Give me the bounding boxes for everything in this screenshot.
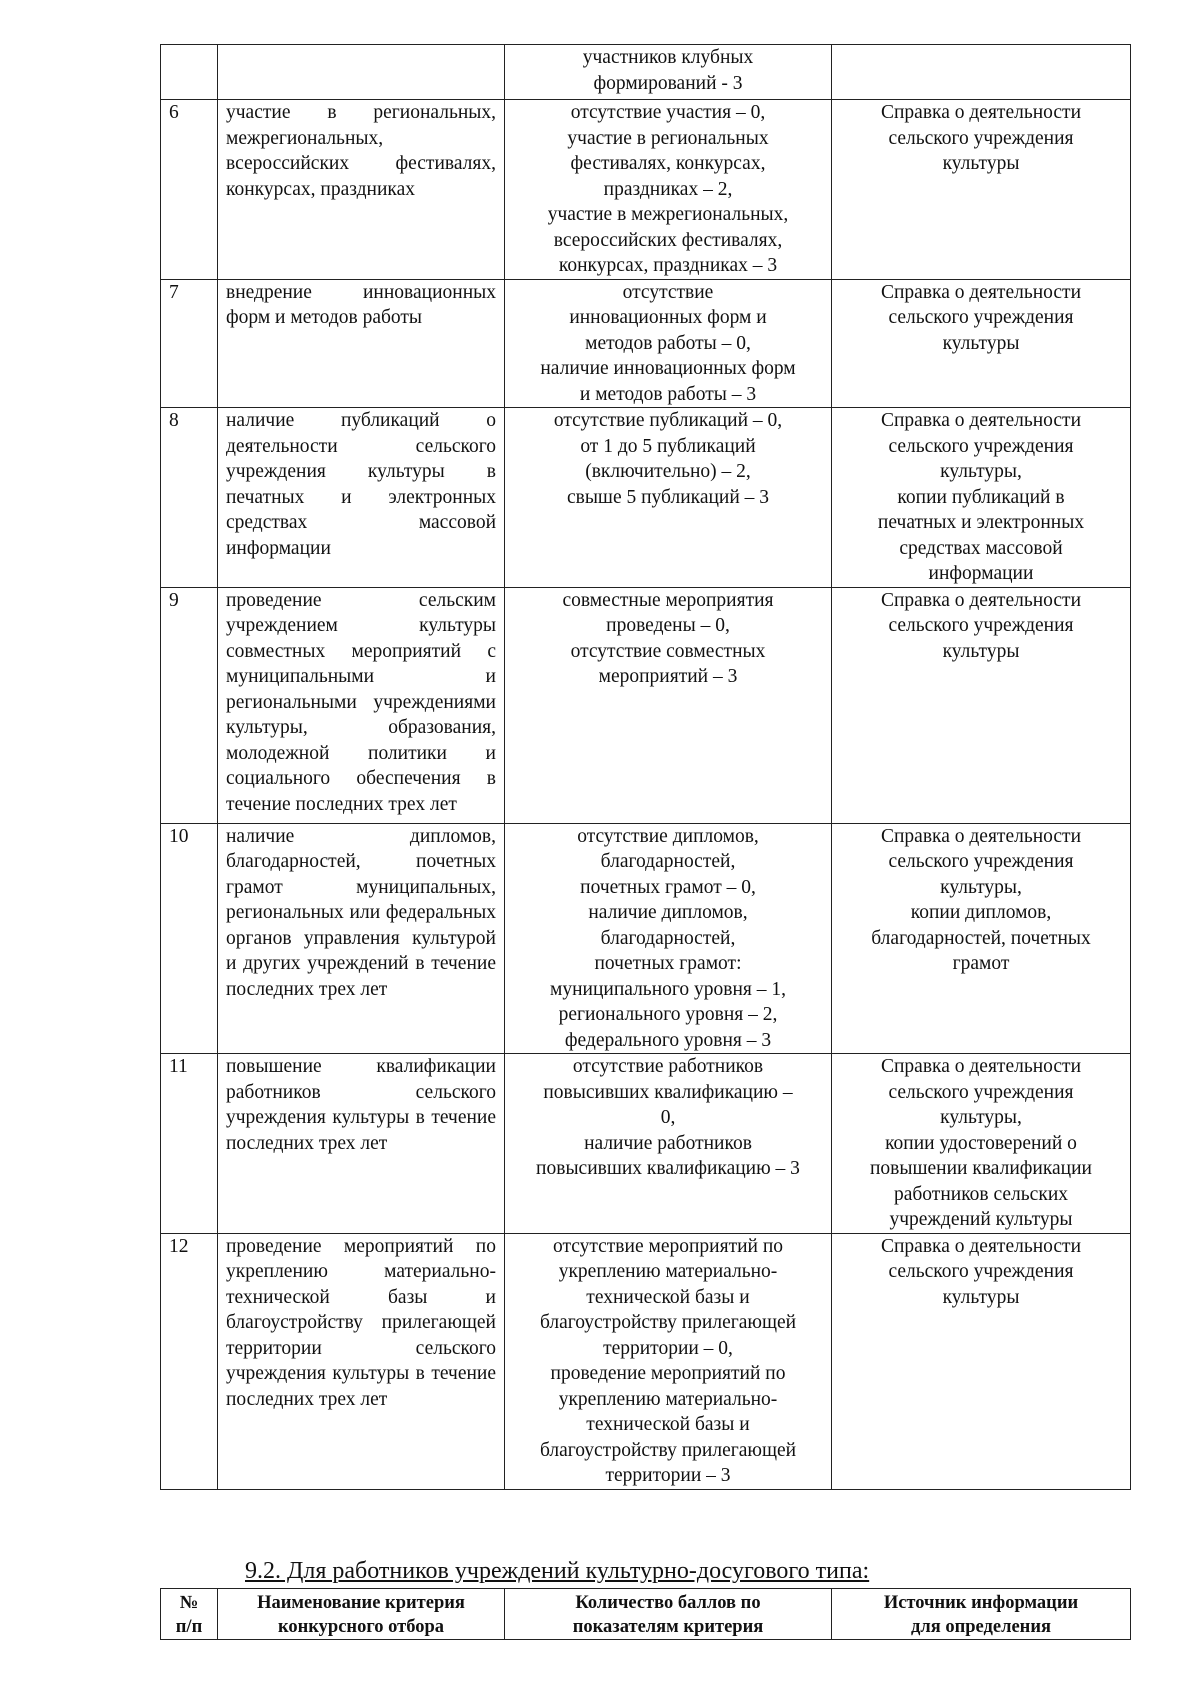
source-line: культуры — [942, 640, 1020, 662]
source-line: работников сельских — [893, 1183, 1068, 1205]
criterion-cell: наличие дипломов, благодарностей, почетных грамот муниципальных, региональных или федеральных органов управления культурой и других учреждений в течение последних трех лет — [218, 823, 505, 1054]
score-line: 0, — [660, 1107, 676, 1128]
criteria-table-body — [161, 45, 1131, 1490]
score-line: отсутствие дипломов, — [577, 825, 759, 847]
criterion-cell: внедрение инновационных форм и методов работы — [218, 279, 505, 408]
score-line: благодарностей, — [600, 927, 736, 949]
score-cell — [505, 279, 832, 408]
score-line: участие в региональных — [567, 127, 769, 149]
score-line: участие в межрегиональных, — [547, 204, 789, 225]
table-row — [161, 279, 1131, 408]
score-line: формирований - 3 — [593, 72, 743, 94]
score-line: повысивших квалификацию – — [543, 1081, 793, 1103]
criteria-table — [160, 44, 1131, 1490]
source-line: учреждений культуры — [889, 1209, 1073, 1230]
criterion-cell: повышение квалификации работников сельского учреждения культуры в течение последних трех лет — [218, 1054, 505, 1234]
row-number: 9 — [161, 587, 218, 823]
score-line: всероссийских фестивалях, — [553, 229, 783, 251]
row-number: 6 — [161, 100, 218, 280]
score-line: федерального уровня – 3 — [564, 1029, 772, 1051]
source-line: культуры — [942, 332, 1020, 354]
table-row — [161, 45, 1131, 100]
score-line: благодарностей, — [600, 851, 736, 872]
score-line: укреплению материально- — [558, 1388, 778, 1410]
source-line: благодарностей, почетных — [871, 927, 1091, 949]
source-line: Справка о деятельности — [880, 410, 1082, 431]
score-line: благоустройству прилегающей — [539, 1312, 797, 1333]
table-row — [161, 587, 1131, 823]
criterion-cell: участие в региональных, межрегиональных, всероссийских фестивалях, конкурсах, праздниках — [218, 100, 505, 280]
header-row — [161, 1589, 1131, 1640]
table-row — [161, 823, 1131, 1054]
source-cell — [832, 587, 1131, 823]
score-line: муниципального уровня – 1, — [549, 978, 787, 1000]
source-line: Справка о деятельности — [880, 102, 1082, 123]
source-line: копии публикаций в — [897, 486, 1065, 508]
source-line: Справка о деятельности — [880, 825, 1082, 847]
source-line: сельского учреждения — [888, 851, 1074, 872]
score-line: праздниках – 2, — [603, 178, 733, 200]
score-line: почетных грамот: — [594, 953, 742, 974]
header-criterion: Наименование критерия конкурсного отбора — [218, 1589, 505, 1640]
table-row — [161, 408, 1131, 588]
score-line: укреплению материально- — [558, 1261, 778, 1282]
score-line: отсутствие работников — [572, 1056, 764, 1077]
source-line: копии удостоверений о — [885, 1132, 1077, 1154]
row-number: 11 — [161, 1054, 218, 1234]
score-line: наличие работников — [584, 1132, 752, 1154]
score-line: повысивших квалификацию – 3 — [536, 1158, 800, 1179]
header-num: № п/п — [161, 1589, 218, 1640]
source-cell — [832, 279, 1131, 408]
row-number: 10 — [161, 823, 218, 1054]
table-row — [161, 1054, 1131, 1234]
source-cell — [832, 408, 1131, 588]
source-cell — [832, 1054, 1131, 1234]
source-line: культуры, — [940, 461, 1022, 482]
score-line: фестивалях, конкурсах, — [570, 153, 766, 174]
source-line: информации — [928, 563, 1034, 584]
header-score: Количество баллов по показателям критерия — [505, 1589, 832, 1640]
score-line: наличие инновационных форм — [540, 358, 796, 379]
score-cell — [505, 823, 832, 1054]
score-line: регионального уровня – 2, — [558, 1004, 778, 1025]
score-cell — [505, 587, 832, 823]
row-number: 8 — [161, 408, 218, 588]
source-line: сельского учреждения — [888, 615, 1074, 636]
source-cell — [832, 1233, 1131, 1489]
score-line: от 1 до 5 публикаций — [580, 435, 756, 457]
source-line: культуры — [942, 1286, 1020, 1308]
source-line: грамот — [952, 953, 1010, 974]
score-cell — [505, 408, 832, 588]
score-line: отсутствие мероприятий по — [552, 1235, 784, 1257]
row-number: 12 — [161, 1233, 218, 1489]
score-line: проведены – 0, — [606, 615, 730, 636]
source-line: сельского учреждения — [888, 307, 1074, 328]
source-cell — [832, 823, 1131, 1054]
score-line: отсутствие публикаций – 0, — [553, 410, 783, 431]
source-line: Справка о деятельности — [880, 589, 1082, 611]
score-line: отсутствие совместных — [570, 640, 766, 662]
row-number — [161, 45, 218, 100]
score-line: участников клубных — [582, 47, 754, 68]
next-table-header — [160, 1588, 1131, 1640]
score-line: (включительно) – 2, — [585, 461, 751, 482]
score-line: отсутствие участия – 0, — [570, 102, 766, 123]
criterion-cell: проведение сельским учреждением культуры совместных мероприятий с муниципальными и региональными учреждениями культуры, образования, молодежной политики и социального обеспечения в течение последних трех лет — [218, 587, 505, 823]
score-line: технической базы и — [586, 1286, 750, 1308]
score-line: совместные мероприятия — [562, 589, 774, 611]
source-cell — [832, 100, 1131, 280]
source-line: повышении квалификации — [870, 1158, 1092, 1179]
score-line: мероприятий – 3 — [598, 666, 738, 687]
source-cell — [832, 45, 1131, 100]
score-cell — [505, 100, 832, 280]
score-line: почетных грамот – 0, — [580, 876, 756, 898]
score-line: и методов работы – 3 — [579, 383, 757, 405]
table-row — [161, 1233, 1131, 1489]
source-line: сельского учреждения — [888, 1261, 1074, 1282]
score-line: отсутствие — [622, 281, 714, 303]
source-line: культуры, — [940, 876, 1022, 898]
score-line: свыше 5 публикаций – 3 — [566, 486, 770, 508]
score-line: проведение мероприятий по — [550, 1363, 786, 1384]
source-line: средствах массовой — [899, 537, 1063, 559]
criterion-cell: проведение мероприятий по укреплению материально-технической базы и благоустройству прилегающей территории сельского учреждения культуры в течение последних трех лет — [218, 1233, 505, 1489]
table-row — [161, 100, 1131, 280]
source-line: Справка о деятельности — [880, 1056, 1082, 1077]
score-line: методов работы – 0, — [585, 332, 751, 354]
section-title: 9.2. Для работников учреждений культурно-досугового типа: — [245, 1558, 870, 1584]
row-number: 7 — [161, 279, 218, 408]
score-line: территории – 3 — [605, 1465, 731, 1486]
criterion-cell — [218, 45, 505, 100]
score-line: технической базы и — [586, 1414, 750, 1435]
score-line: наличие дипломов, — [588, 902, 748, 923]
score-line: инновационных форм и — [569, 307, 767, 328]
score-line: благоустройству прилегающей — [539, 1439, 797, 1461]
source-line: культуры — [942, 153, 1020, 174]
score-cell — [505, 45, 832, 100]
source-line: копии дипломов, — [910, 902, 1052, 923]
source-line: печатных и электронных — [877, 512, 1085, 533]
header-source: Источник информации для определения — [832, 1589, 1131, 1640]
criterion-cell: наличие публикаций о деятельности сельского учреждения культуры в печатных и электронных средствах массовой информации — [218, 408, 505, 588]
source-line: сельского учреждения — [888, 127, 1074, 149]
source-line: Справка о деятельности — [880, 281, 1082, 303]
score-line: конкурсах, праздниках – 3 — [558, 255, 778, 276]
source-line: культуры, — [940, 1107, 1022, 1128]
score-line: территории – 0, — [603, 1337, 733, 1359]
score-cell — [505, 1233, 832, 1489]
source-line: Справка о деятельности — [880, 1235, 1082, 1257]
source-line: сельского учреждения — [888, 1081, 1074, 1103]
score-cell — [505, 1054, 832, 1234]
source-line: сельского учреждения — [888, 435, 1074, 457]
